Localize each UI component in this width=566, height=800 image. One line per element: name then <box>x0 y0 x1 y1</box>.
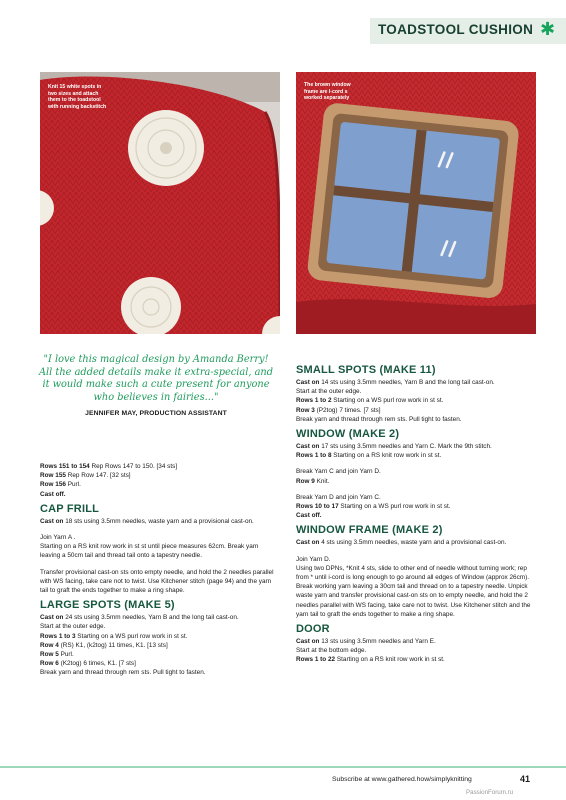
instruction-line: Rows 10 to 17 Starting on a WS purl row work in st st. <box>296 503 451 511</box>
pull-quote: "I love this magical design by Amanda Berry! All the added details make it extra-special, and it would make such a cute present for anyone who believes in fairies..." <box>38 354 274 403</box>
instruction-line: Break yarn and thread through rem sts. Pull tight to fasten. <box>40 669 206 677</box>
instruction-line: Rows 1 to 3 Starting on a WS purl row work in st st. <box>40 632 188 640</box>
instruction-line: Cast on 14 sts using 3.5mm needles, Yarn B and the long tail cast-on. <box>296 379 495 386</box>
instruction-line: Rows 1 to 22 Starting on a RS knit row work in st st. <box>296 656 445 664</box>
instruction-line: Break Yarn C and join Yarn D. <box>296 468 381 476</box>
large-spot <box>128 110 204 186</box>
section-heading: DOOR <box>296 623 330 636</box>
instruction-line: Start at the bottom edge. <box>296 647 367 655</box>
section-heading: WINDOW FRAME (MAKE 2) <box>296 524 443 537</box>
instruction-line: Row 4 (RS) K1, (k2tog) 11 times, K1. [13 sts] <box>40 641 168 649</box>
photo-caption-left: Knit 15 white spots in two sizes and attach them to the toadstool with running backstitch <box>48 84 107 110</box>
instruction-paragraph: Transfer provisional cast-on sts onto empty needle, and hold the 2 needles parallel with WS facing, take care not to twist. Use Kitchener stitch (page 94) and the yarn tail to graft the ends together to make a ring shape. <box>40 568 274 595</box>
instruction-line: Row 9 Knit. <box>296 477 330 485</box>
star-icon: ✱ <box>540 19 556 40</box>
instruction-paragraph: Starting on a RS knit row work in st st until piece measures 62cm. Break yarn leaving a 50cm tail and thread tail onto a tapestry needle. <box>40 543 259 560</box>
instruction-line: Row 155 Rep Row 147. [32 sts] <box>40 472 131 480</box>
photo-window <box>296 72 536 334</box>
instruction-line: Start at the outer edge. <box>40 623 106 631</box>
instruction-line: Rows 151 to 154 Rep Rows 147 to 150. [34 sts] <box>40 463 178 470</box>
spots-illustration <box>40 72 280 334</box>
section-heading: SMALL SPOTS (MAKE 11) <box>296 364 436 376</box>
watermark: PassionForum.ru <box>466 789 514 796</box>
instruction-line: Cast off. <box>296 512 322 520</box>
instruction-line: Row 5 Purl. <box>40 651 74 659</box>
right-column <box>296 364 541 665</box>
instruction-line: Break yarn and thread through rem sts. Pull tight to fasten. <box>296 415 462 423</box>
instruction-line: Join Yarn A . <box>40 534 76 542</box>
left-column <box>40 462 278 678</box>
instruction-line: Row 3 (P2tog) 7 times. [7 sts] <box>296 406 381 414</box>
photo-caption-right: The brown window frame are I-cord s worked separately <box>304 82 351 102</box>
instruction-line: Join Yarn D. <box>296 555 331 563</box>
instruction-line: Cast on 18 sts using 3.5mm needles, waste yarn and a provisional cast-on. <box>40 517 254 525</box>
section-title: TOADSTOOL CUSHION <box>378 22 534 37</box>
instruction-line: Rows 1 to 8 Starting on a RS knit row work in st st. <box>296 452 442 460</box>
instruction-line: Row 156 Purl. <box>40 481 81 489</box>
photo-spots <box>40 72 280 334</box>
instruction-line: Rows 1 to 2 Starting on a WS purl row work in st st. <box>296 397 444 405</box>
page-number: 41 <box>520 774 531 784</box>
instruction-paragraph: Using two DPNs, *Knit 4 sts, slide to other end of needle without turning work; rep from * until i-cord is long enough to go around all edges of Window (approx 26cm). Break working yarn leaving a 30cm tail and thread on to a tapestry needle. Unpick waste yarn and transfer provisional cast-on sts on to empty needle, and hold the 2 needles parallel with WS facing, take care not to twist. Use Kitchener stitch and the yarn tail to graft the ends together to make a ring shape. <box>296 564 531 618</box>
window-frame <box>306 102 520 300</box>
section-heading: LARGE SPOTS (MAKE 5) <box>40 599 175 612</box>
instruction-line: Row 6 (K2tog) 6 times, K1. [7 sts] <box>40 660 136 668</box>
window-illustration <box>296 72 536 334</box>
section-tab <box>370 18 566 44</box>
instruction-line: Break Yarn D and join Yarn C. <box>296 493 381 501</box>
section-heading: WINDOW (MAKE 2) <box>296 428 400 441</box>
instruction-line: Cast off. <box>40 490 66 498</box>
footer-divider <box>0 766 566 768</box>
instruction-line: Cast on 24 sts using 3.5mm needles, Yarn B and the long tail cast-on. <box>40 614 239 622</box>
instruction-line: Cast on 4 sts using 3.5mm needles, waste yarn and a provisional cast-on. <box>296 539 507 547</box>
section-heading: CAP FRILL <box>40 502 100 515</box>
subscribe-link[interactable]: Subscribe at www.gathered.how/simplyknitting <box>332 776 472 783</box>
quote-attribution: JENNIFER MAY, PRODUCTION ASSISTANT <box>85 410 227 417</box>
instruction-line: Cast on 17 sts using 3.5mm needles and Yarn C. Mark the 9th stitch. <box>296 443 492 451</box>
instruction-line: Start at the outer edge. <box>296 388 362 396</box>
instruction-line: Cast on 13 sts using 3.5mm needles and Yarn E. <box>296 638 436 646</box>
